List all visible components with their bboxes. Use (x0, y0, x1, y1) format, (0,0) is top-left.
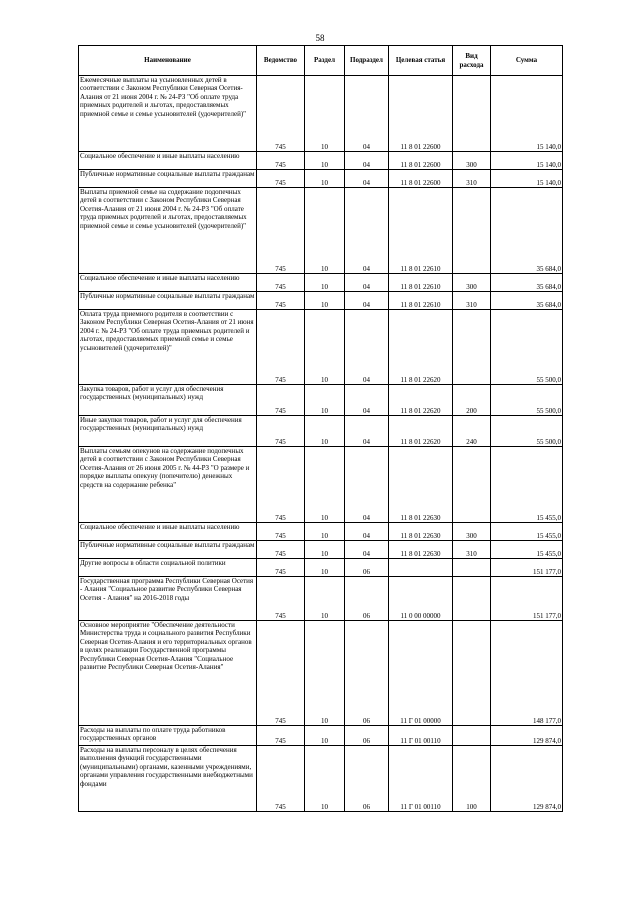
cell-name: Другие вопросы в области социальной политики (79, 559, 257, 577)
cell-podrazdel: 04 (345, 76, 389, 152)
cell-podrazdel: 06 (345, 559, 389, 577)
header-vedomstvo: Ведомство (257, 46, 305, 76)
cell-target: 11 8 01 22610 (389, 188, 453, 274)
cell-vedomstvo: 745 (257, 188, 305, 274)
cell-podrazdel: 04 (345, 188, 389, 274)
cell-sum: 15 140,0 (491, 152, 563, 170)
cell-name: Выплаты приемной семье на содержание подопечных детей в соответствии с Законом Республики Северная Осетия-Алания от 21 июня 2004 г. № 24-РЗ "Об оплате труда приемных родителей и льготах, предоставляемых приемной семье и семье усыновителей (удочерителей)" (79, 188, 257, 274)
cell-sum: 15 140,0 (491, 76, 563, 152)
cell-vid (453, 559, 491, 577)
cell-vedomstvo: 745 (257, 274, 305, 292)
cell-razdel: 10 (305, 292, 345, 310)
cell-sum: 15 455,0 (491, 523, 563, 541)
cell-razdel: 10 (305, 416, 345, 447)
cell-name: Ежемесячные выплаты на усыновленных детей в соответствии с Законом Республики Северная Осетия-Алания от 21 июня 2004 г. № 24-РЗ "Об оплате труда приемных родителей и льготах, предоставляемых приемной семье и семье усыновителей (удочерителей)" (79, 76, 257, 152)
cell-razdel: 10 (305, 76, 345, 152)
cell-podrazdel: 04 (345, 523, 389, 541)
cell-vedomstvo: 745 (257, 621, 305, 726)
cell-podrazdel: 06 (345, 726, 389, 746)
cell-razdel: 10 (305, 152, 345, 170)
cell-target: 11 8 01 22600 (389, 152, 453, 170)
cell-vedomstvo: 745 (257, 385, 305, 416)
cell-podrazdel: 04 (345, 541, 389, 559)
cell-sum: 151 177,0 (491, 559, 563, 577)
header-vid: Вид расхода (453, 46, 491, 76)
cell-vedomstvo: 745 (257, 726, 305, 746)
header-razdel: Раздел (305, 46, 345, 76)
table-row (79, 310, 563, 385)
cell-razdel: 10 (305, 726, 345, 746)
cell-razdel: 10 (305, 559, 345, 577)
header-name: Наименование (79, 46, 257, 76)
table-row (79, 385, 563, 416)
cell-name: Публичные нормативные социальные выплаты гражданам (79, 292, 257, 310)
cell-vid (453, 447, 491, 523)
cell-sum: 35 684,0 (491, 188, 563, 274)
cell-sum: 129 874,0 (491, 746, 563, 812)
cell-sum: 151 177,0 (491, 577, 563, 621)
cell-sum: 15 455,0 (491, 541, 563, 559)
cell-name: Социальное обеспечение и иные выплаты населению (79, 523, 257, 541)
budget-table (78, 45, 563, 812)
cell-name: Социальное обеспечение и иные выплаты населению (79, 274, 257, 292)
cell-vedomstvo: 745 (257, 523, 305, 541)
cell-razdel: 10 (305, 274, 345, 292)
cell-razdel: 10 (305, 170, 345, 188)
cell-razdel: 10 (305, 385, 345, 416)
cell-sum: 15 140,0 (491, 170, 563, 188)
cell-target: 11 8 01 22620 (389, 385, 453, 416)
cell-target: 11 8 01 22610 (389, 274, 453, 292)
cell-vedomstvo: 745 (257, 577, 305, 621)
cell-razdel: 10 (305, 310, 345, 385)
header-podrazdel: Подраздел (345, 46, 389, 76)
cell-sum: 55 500,0 (491, 416, 563, 447)
table-row (79, 541, 563, 559)
cell-vedomstvo: 745 (257, 170, 305, 188)
cell-name: Иные закупки товаров, работ и услуг для обеспечения государственных (муниципальных) нужд (79, 416, 257, 447)
cell-vedomstvo: 745 (257, 416, 305, 447)
cell-vedomstvo: 745 (257, 152, 305, 170)
cell-razdel: 10 (305, 188, 345, 274)
cell-vedomstvo: 745 (257, 559, 305, 577)
table-row (79, 523, 563, 541)
cell-vid: 240 (453, 416, 491, 447)
cell-podrazdel: 06 (345, 577, 389, 621)
cell-target: 11 Г 01 00110 (389, 746, 453, 812)
cell-razdel: 10 (305, 746, 345, 812)
table-header-row (79, 46, 563, 76)
cell-name: Основное мероприятие "Обеспечение деятельности Министерства труда и социального развития Республики Северная Осетия-Алания и его территориальных органов в целях реализации Государственной программы Республики Северная Осетия-Алания "Социальное развитие Республики Северная Осетия-Алания" (79, 621, 257, 726)
table-row (79, 559, 563, 577)
cell-podrazdel: 04 (345, 447, 389, 523)
cell-vid: 200 (453, 385, 491, 416)
table-row (79, 447, 563, 523)
page-number: 58 (315, 33, 325, 43)
cell-sum: 35 684,0 (491, 292, 563, 310)
cell-vid: 300 (453, 152, 491, 170)
table-row (79, 726, 563, 746)
cell-vid: 300 (453, 523, 491, 541)
cell-name: Публичные нормативные социальные выплаты гражданам (79, 541, 257, 559)
cell-target: 11 8 01 22610 (389, 292, 453, 310)
cell-podrazdel: 04 (345, 152, 389, 170)
cell-target: 11 Г 01 00000 (389, 621, 453, 726)
cell-vedomstvo: 745 (257, 292, 305, 310)
cell-name: Расходы на выплаты персоналу в целях обеспечения выполнения функций государственными (муниципальными) органами, казенными учреждениями, органами управления государственными внебюджетными фондами (79, 746, 257, 812)
cell-razdel: 10 (305, 523, 345, 541)
cell-razdel: 10 (305, 541, 345, 559)
cell-target: 11 8 01 22600 (389, 170, 453, 188)
cell-target: 11 8 01 22600 (389, 76, 453, 152)
cell-vedomstvo: 745 (257, 76, 305, 152)
cell-target: 11 8 01 22620 (389, 416, 453, 447)
cell-name: Социальное обеспечение и иные выплаты населению (79, 152, 257, 170)
cell-vid (453, 577, 491, 621)
cell-vid: 300 (453, 274, 491, 292)
cell-vid: 310 (453, 541, 491, 559)
cell-target: 11 8 01 22630 (389, 523, 453, 541)
cell-razdel: 10 (305, 447, 345, 523)
cell-podrazdel: 04 (345, 274, 389, 292)
cell-sum: 129 874,0 (491, 726, 563, 746)
cell-target: 11 Г 01 00110 (389, 726, 453, 746)
cell-sum: 55 500,0 (491, 385, 563, 416)
cell-name: Выплаты семьям опекунов на содержание подопечных детей в соответствии с Законом Республики Северная Осетия-Алания от 26 июня 2005 г. № 44-РЗ "О размере и порядке выплаты опекуну (попечителю) денежных средств на содержание ребенка" (79, 447, 257, 523)
header-sum: Сумма (491, 46, 563, 76)
cell-target: 11 8 01 22630 (389, 541, 453, 559)
cell-podrazdel: 04 (345, 170, 389, 188)
cell-vid: 310 (453, 292, 491, 310)
table-row (79, 152, 563, 170)
cell-vid (453, 76, 491, 152)
table-row (79, 746, 563, 812)
cell-vedomstvo: 745 (257, 310, 305, 385)
cell-vedomstvo: 745 (257, 447, 305, 523)
cell-target: 11 0 00 00000 (389, 577, 453, 621)
table-row (79, 416, 563, 447)
table-row (79, 577, 563, 621)
cell-vid (453, 621, 491, 726)
table-row (79, 76, 563, 152)
cell-vedomstvo: 745 (257, 541, 305, 559)
cell-podrazdel: 06 (345, 746, 389, 812)
cell-name: Публичные нормативные социальные выплаты гражданам (79, 170, 257, 188)
cell-razdel: 10 (305, 621, 345, 726)
cell-sum: 15 455,0 (491, 447, 563, 523)
cell-podrazdel: 04 (345, 292, 389, 310)
cell-target: 11 8 01 22630 (389, 447, 453, 523)
cell-podrazdel: 04 (345, 310, 389, 385)
cell-target: 11 8 01 22620 (389, 310, 453, 385)
cell-name: Государственная программа Республики Северная Осетия - Алания "Социальное развитие Республики Северная Осетия - Алания" на 2016-2018 годы (79, 577, 257, 621)
cell-razdel: 10 (305, 577, 345, 621)
cell-name: Закупка товаров, работ и услуг для обеспечения государственных (муниципальных) нужд (79, 385, 257, 416)
table-row (79, 188, 563, 274)
cell-name: Оплата труда приемного родителя в соответствии с Законом Республики Северная Осетия-Алания от 21 июня 2004 г. № 24-РЗ "Об оплате труда приемных родителей и льготах, предоставляемых приемной семье и семье усыновителей (удочерителей)" (79, 310, 257, 385)
cell-vedomstvo: 745 (257, 746, 305, 812)
table-row (79, 621, 563, 726)
cell-vid: 310 (453, 170, 491, 188)
cell-vid (453, 310, 491, 385)
table-row (79, 274, 563, 292)
cell-target (389, 559, 453, 577)
cell-podrazdel: 04 (345, 385, 389, 416)
cell-sum: 55 500,0 (491, 310, 563, 385)
cell-sum: 148 177,0 (491, 621, 563, 726)
header-target: Целевая статья (389, 46, 453, 76)
cell-vid (453, 188, 491, 274)
cell-vid (453, 726, 491, 746)
cell-podrazdel: 06 (345, 621, 389, 726)
cell-name: Расходы на выплаты по оплате труда работников государственных органов (79, 726, 257, 746)
cell-sum: 35 684,0 (491, 274, 563, 292)
table-row (79, 170, 563, 188)
cell-podrazdel: 04 (345, 416, 389, 447)
table-row (79, 292, 563, 310)
cell-vid: 100 (453, 746, 491, 812)
